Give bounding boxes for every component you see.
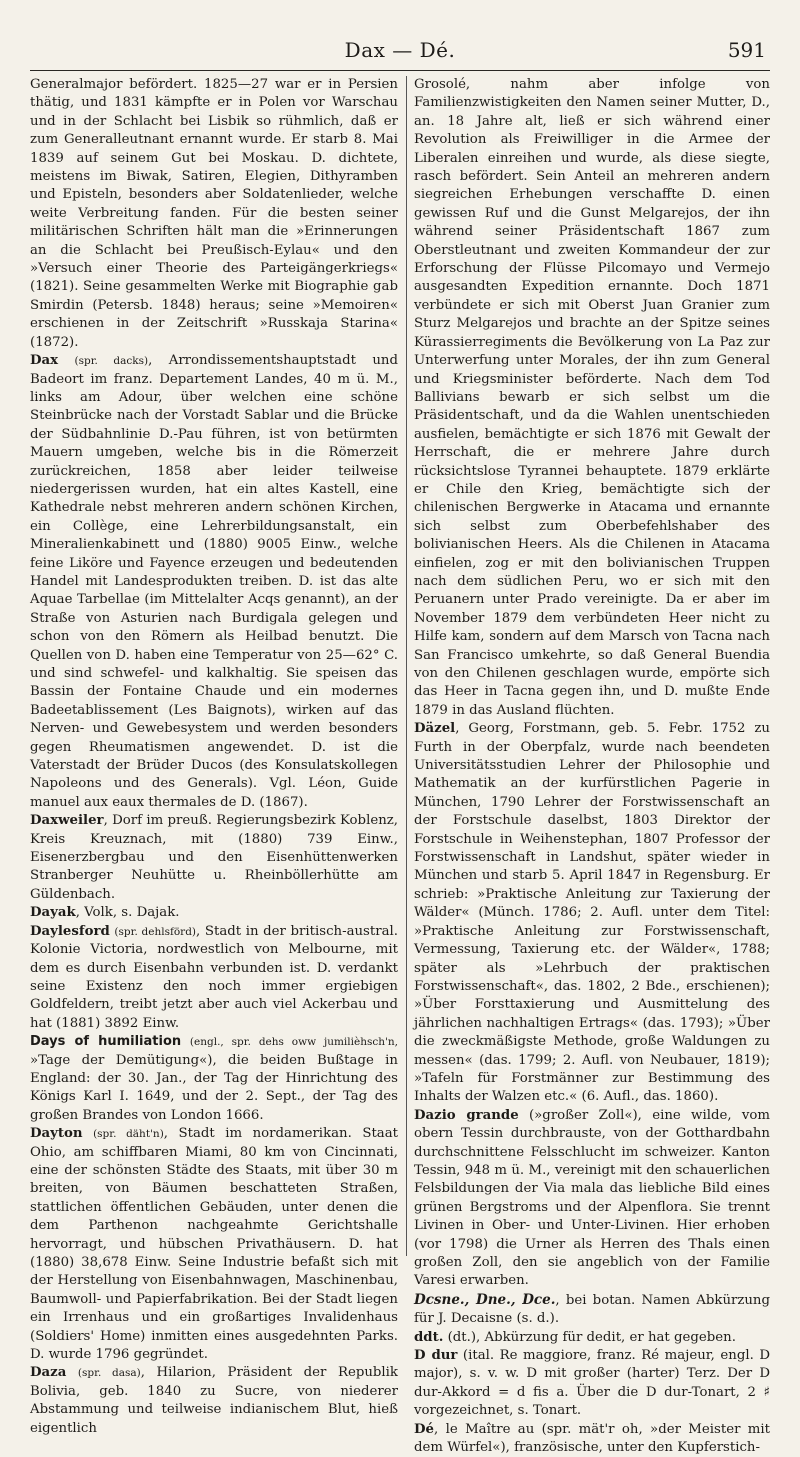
entry-body: »Tage der Demütigung«), die beiden Bußtage in England: der 30. Jan., der Tag der Hinrichtung des Königs Karl I. 1649, und der 2. Sept., der Tag des großen Brandes von London 1666. bbox=[30, 1052, 398, 1123]
entry-pronunciation: (spr. dehlsförd) bbox=[114, 925, 197, 938]
entry-body: (ital. Re maggiore, franz. Ré majeur, engl. D major), s. v. w. D mit großer (harter) Terz. Der D dur-Akkord = d fis a. Über die D dur-Tonart, 2 ♯ vorgezeichnet, s. Tonart. bbox=[414, 1348, 770, 1419]
entry-dcsne bbox=[414, 1291, 770, 1329]
entry-pronunciation: (spr. dasa) bbox=[77, 1367, 141, 1380]
entry-headword: Daylesford bbox=[30, 923, 110, 939]
entry-continuation bbox=[414, 76, 770, 720]
entry-body: (»großer Zoll«), eine wilde, vom obern Tessin durchbrauste, von der Gotthardbahn durchschnittene Felsschlucht im schweizer. Kanton Tessin, 948 m ü. M., vereinigt mit den schauerlichen Felsbildungen der Via mala das liebliche Bild eines grünen Bergstroms und der Alpenflora. Sie trennt Livinen in Ober- und Unter-Livinen. Hier erhoben (vor 1798) die Urner als Herren des Thals einen großen Zoll, den sie angeblich von der Familie Varesi erwarben. bbox=[414, 1107, 770, 1289]
entry-body: , Dorf im preuß. Regierungsbezirk Koblenz, Kreis Kreuznach, mit (1880) 739 Einw., Eisenerzbergbau und den Eisenhüttenwerken Stranberger Neuhütte u. Rheinböllerhütte am Güldenbach. bbox=[30, 813, 398, 902]
entry-dazio-grande bbox=[414, 1107, 770, 1291]
entry-headword: Dazio grande bbox=[414, 1107, 519, 1123]
left-column bbox=[30, 76, 398, 1436]
header-rule bbox=[30, 70, 770, 71]
page-number: 591 bbox=[727, 38, 766, 62]
entry-headword: Dé bbox=[414, 1421, 434, 1437]
entry-days-of-humiliation bbox=[30, 1033, 398, 1125]
entry-pronunciation: (engl., spr. dehs oww jumilièhsch'n, bbox=[189, 1036, 398, 1049]
entry-dayton bbox=[30, 1125, 398, 1364]
column-divider bbox=[406, 76, 407, 1256]
entry-body: , Stadt im nordamerikan. Staat Ohio, am schiffbaren Miami, 80 km von Cincinnati, eine der schönsten Städte des Staats, mit über 30 m breiten, von Bäumen beschatteten Straßen, stattlichen öffentlichen Gebäuden, unter denen die dem Parthenon nachgeahmte Gerichtshalle hervorragt, und hübschen Privathäusern. D. hat (1880) 38,678 Einw. Seine Industrie befaßt sich mit der Herstellung von Eisenbahnwagen, Maschinenbau, Baumwoll- und Papierfabrikation. Bei der Stadt liegen ein Irrenhaus und ein großartiges Invalidenhaus (Soldiers' Home) inmitten eines ausgedehnten Parks. D. wurde 1796 gegründet. bbox=[30, 1126, 398, 1363]
entry-pronunciation: (spr. däht'n) bbox=[93, 1128, 164, 1141]
entry-headword: Dayton bbox=[30, 1126, 83, 1142]
entry-body: , bei botan. Namen Abkürzung für J. Decaisne (s. d.). bbox=[414, 1292, 771, 1327]
running-head: Dax — Dé. bbox=[344, 38, 456, 62]
entry-ddt bbox=[414, 1329, 770, 1347]
entry-body: , Hilarion, Präsident der Republik Bolivia, geb. 1840 zu Sucre, von niederer Abstammung und teilweise indianischem Blut, hieß eigentlich bbox=[30, 1365, 398, 1436]
entry-de bbox=[414, 1421, 770, 1457]
entry-headword: Daxweiler bbox=[30, 813, 104, 829]
entry-dayak bbox=[30, 904, 398, 922]
entry-d-dur bbox=[414, 1347, 770, 1421]
entry-body: , le Maître au (spr. mät'r oh, »der Meister mit dem Würfel«), französische, unter den Kupferstich- bbox=[414, 1421, 770, 1456]
entry-daezel bbox=[414, 720, 770, 1107]
entry-headword: Dayak bbox=[30, 905, 76, 921]
entry-headword: ddt. bbox=[414, 1329, 444, 1345]
entry-headword: Dax bbox=[30, 353, 59, 369]
entry-headword: Däzel bbox=[414, 721, 456, 737]
entry-body: Grosolé, nahm aber infolge von Familienzwistigkeiten den Namen seiner Mutter, D., an. 18 Jahre alt, ließ er sich während einer Revolution als Freiwilliger in die Armee der Liberalen einreihen und wurde, als diese siegte, rasch befördert. Sein Anteil an mehreren andern siegreichen Erhebungen verschaffte D. einen gewissen Ruf und die Gunst Melgarejos, der ihn während seiner Präsidentschaft 1867 zum Oberstleutnant und zweiten Kommandeur der zur Erforschung der Flüsse Pilcomayo und Vermejo ausgesandten Expedition ernannte. Doch 1871 verbündete er sich mit Oberst Juan Granier zum Sturz Melgarejos und brachte an der Spitze seines Kürassierregiments die Bevölkerung von La Paz zur Unterwerfung unter Morales, der ihn zum General und Kriegsminister beförderte. Nach dem Tod Ballivians bewarb er sich selbst um die Präsidentschaft, und da die Wahlen unentschieden ausfielen, bemächtigte er sich 1876 mit Gewalt der Herrschaft, die er mehrere Jahre durch rücksichtslose Tyrannei behauptete. 1879 erklärte er Chile den Krieg, bemächtigte sich der chilenischen Bergwerke in Atacama und ernannte sich selbst zum Oberbefehlshaber des bolivianischen Heers. Als die Chilenen in Atacama einfielen, zog er mit den bolivianischen Truppen nach dem südlichen Peru, wo er sich mit den Peruanern unter Prado vereinigte. Da er aber im November 1879 dem verbündeten Heer nicht zu Hilfe kam, sondern auf dem Marsch von Tacna nach San Francisco umkehrte, so daß General Buendia von den Chilenen geschlagen wurde, empörte sich das Heer in Tacna gegen ihn, und D. mußte Ende 1879 in das Ausland flüchten. bbox=[414, 77, 770, 718]
entry-daylesford bbox=[30, 923, 398, 1033]
entry-pronunciation: (spr. dacks) bbox=[74, 355, 149, 368]
entry-headword: Dcsne., Dne., Dce. bbox=[414, 1291, 556, 1308]
entry-continuation bbox=[30, 76, 398, 352]
page-header bbox=[0, 38, 800, 66]
entry-headword: Days of humiliation bbox=[30, 1034, 182, 1050]
entry-daxweiler bbox=[30, 812, 398, 904]
entry-body: , Stadt in der britisch-austral. Kolonie Victoria, nordwestlich von Melbourne, mit dem es durch Eisenbahn verbunden ist. D. verdankt seine Existenz den noch immer ergiebigen Goldfeldern, treibt jetzt aber auch viel Ackerbau und hat (1881) 3892 Einw. bbox=[30, 923, 398, 1031]
entry-headword: D dur bbox=[414, 1348, 458, 1364]
right-column bbox=[414, 76, 771, 1456]
entry-body: Generalmajor befördert. 1825—27 war er in Persien thätig, und 1831 kämpfte er in Polen vor Warschau und in der Schlacht bei Lisbik so rühmlich, daß er zum Generalleutnant ernannt wurde. Er starb 8. Mai 1839 auf seinem Gut bei Moskau. D. dichtete, meistens im Biwak, Satiren, Elegien, Dithyramben und Episteln, besonders aber Soldatenlieder, welche weite Verbreitung fanden. Für die besten seiner militärischen Schriften hält man die »Erinnerungen an die Schlacht bei Preußisch-Eylau« und den »Versuch einer Theorie des Parteigängerkriegs« (1821). Seine gesammelten Werke mit Biographie gab Smirdin (Petersb. 1848) heraus; seine »Memoiren« erschienen in der Zeitschrift »Russkaja Starina« (1872). bbox=[30, 77, 398, 350]
entry-daza bbox=[30, 1364, 398, 1438]
entry-body: , Arrondissementshauptstadt und Badeort im franz. Departement Landes, 40 m ü. M., links am Adour, über welchen eine schöne Steinbrücke nach der Vorstadt Sablar und die Brücke der Südbahnlinie D.-Pau führen, ist von betürmten Mauern umgeben, welche bis in die Römerzeit zurückreichen, 1858 aber leider teilweise niedergerissen wurden, hat ein altes Kastell, eine Kathedrale nebst mehreren andern schönen Kirchen, ein Collège, eine Lehrerbildungsanstalt, ein Mineralienkabinett und (1880) 9005 Einw., welche feine Liköre und Fayence erzeugen und bedeutenden Handel mit Landesprodukten treiben. D. ist das alte Aquae Tarbellae (im Mittelalter Acqs genannt), an der Straße von Asturien nach Burdigala gelegen und schon von den Römern als Heilbad benutzt. Die Quellen von D. haben eine Temperatur von 25—62° C. und sind schwefel- und kalkhaltig. Sie speisen das Bassin der Fontaine Chaude und ein modernes Badeetablissement (Les Baignots), wirken auf das Nerven- und Gewebesystem und werden besonders gegen Rheumatismen angewendet. D. ist die Vaterstadt der Brüder Ducos (des Konsulatskollegen Napoleons und des Generals). Vgl. Léon, Guide manuel aux eaux thermales de D. (1867). bbox=[30, 353, 398, 810]
entry-dax bbox=[30, 352, 398, 812]
entry-body: (dt.), Abkürzung für dedit, er hat gegeben. bbox=[443, 1329, 736, 1345]
entry-body: , Volk, s. Dajak. bbox=[75, 905, 180, 921]
entry-headword: Daza bbox=[30, 1365, 67, 1381]
entry-body: , Georg, Forstmann, geb. 5. Febr. 1752 zu Furth in der Oberpfalz, wurde nach beendeten Universitätsstudien Lehrer der Philosophie und Mathematik an der kurfürstlichen Pagerie in München, 1790 Lehrer der Forstwissenschaft an der Forstschule daselbst, 1803 Direktor der Forstschule in Weihenstephan, 1807 Professor der Forstwissenschaft in Landshut, später wieder in München und starb 5. April 1847 in Regensburg. Er schrieb: »Praktische Anleitung zur Taxierung der Wälder« (Münch. 1786; 2. Aufl. unter dem Titel: »Praktische Anleitung zur Forstwissenschaft, Vermessung, Taxierung etc. der Wälder«, 1788; später als »Lehrbuch der praktischen Forstwissenschaft«, das. 1802, 2 Bde., erschienen); »Über Forsttaxierung und Ausmittelung des jährlichen nachhaltigen Ertrags« (das. 1793); »Über die zweckmäßigste Methode, große Waldungen zu messen« (das. 1799; 2. Aufl. von Neubauer, 1819); »Tafeln für Forstmänner zur Bestimmung des Inhalts der Walzen etc.« (6. Aufl., das. 1860). bbox=[414, 721, 770, 1105]
